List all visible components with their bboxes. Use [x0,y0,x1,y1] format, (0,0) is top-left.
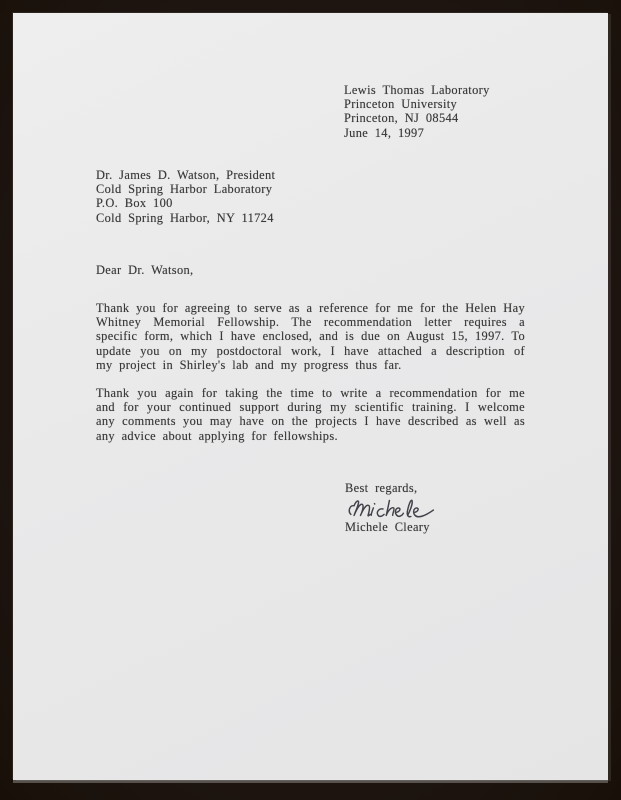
body-paragraph [96,386,525,443]
body-line: update you on my postdoctoral work, I have attached a description of [96,343,525,358]
recipient-line: Dr. James D. Watson, President [96,168,276,182]
sender-address-block [344,83,490,140]
recipient-line: P.O. Box 100 [96,196,173,211]
recipient-line: Cold Spring Harbor, NY 11724 [96,210,274,225]
sender-line: Princeton University [344,97,458,112]
recipient-address-block [96,168,275,225]
recipient-line: Cold Spring Harbor Laboratory [96,182,273,197]
body-line: any comments you may have on the projects I have described as well as [96,414,525,429]
body-line: any advice about applying for fellowships. [96,428,338,443]
sender-line: Princeton, NJ 08544 [344,111,459,126]
closing-phrase: Best regards, [345,481,418,495]
sender-line: Lewis Thomas Laboratory [344,83,490,97]
body-line: Thank you again for taking the time to write a recommendation for me [96,386,525,400]
letter-date: June 14, 1997 [344,125,425,140]
body-paragraph [96,301,525,372]
body-line: and for your continued support during my scientific training. I welcome [96,400,525,415]
body-line: specific form, which I have enclosed, and is due on August 15, 1997. To [96,329,525,344]
typed-signature-name: Michele Cleary [345,520,430,534]
letter-page [13,13,608,780]
body-line: Whitney Memorial Fellowship. The recommendation letter requires a [96,315,525,330]
salutation: Dear Dr. Watson, [96,263,194,277]
body-line: my project in Shirley's lab and my progress thus far. [96,357,402,372]
body-line: Thank you for agreeing to serve as a reference for me for the Helen Hay [96,301,525,315]
